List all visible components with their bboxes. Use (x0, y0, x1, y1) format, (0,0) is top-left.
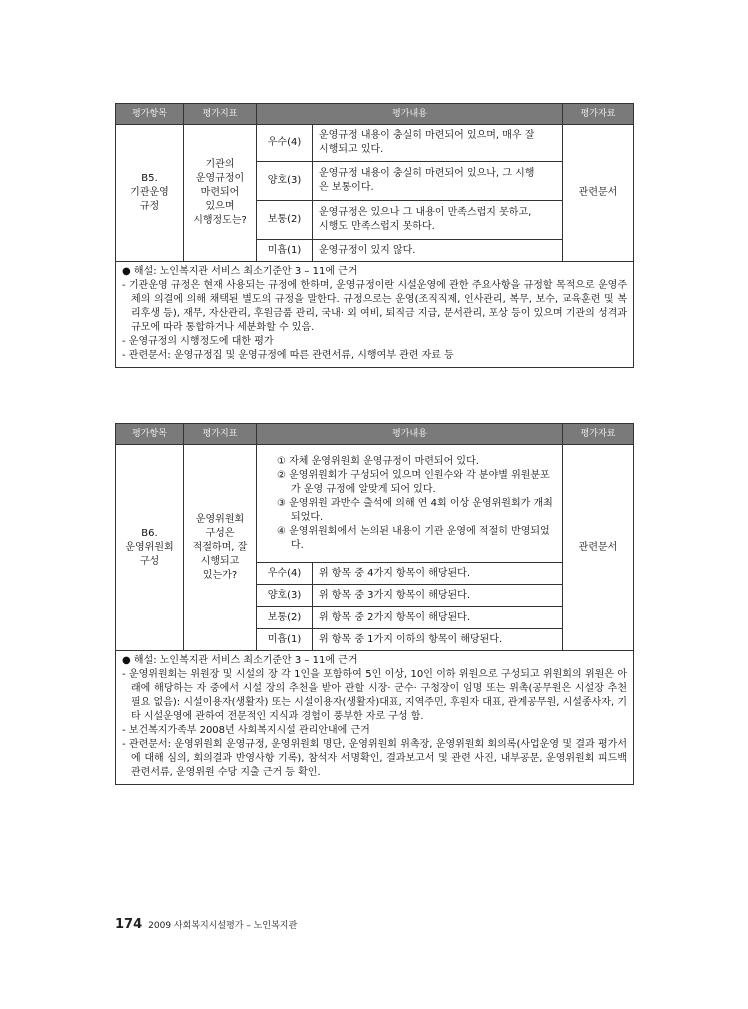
desc-line: 운영규정은 있으나 그 내용이 만족스럽지 못하고, (319, 207, 532, 218)
criterion-item: ④ 운영위원회에서 논의된 내용이 기관 운영에 적절히 반영되었다. (277, 525, 550, 551)
item-code: B6. (141, 527, 158, 539)
grade-description (313, 125, 563, 162)
note-item: - 관련문서: 운영규정집 및 운영규정에 따른 관련서류, 시행여부 관련 자료 등 (122, 350, 454, 361)
desc-line: 운영규정이 있지 않다. (319, 244, 416, 256)
note-item: - 기관운영 규정은 현재 사용되는 규정에 한하며, 운영규정이란 시설운영에 관한 주요사항을 규정할 목적으로 운영주체의 의결에 의해 채택된 별도의 규정을 말한다. 규정으로는 운영(조직직제, 인사관리, 복무, 보수, 교육훈련 및 복리후생 등), 재무, 자산관리, 후원금품 관리, 국내· 외 여비, 퇴직금 지급, 문서관리, 포상 등이 있으며 기관의 성격과 규모에 따라 통합하거나 세분화할 수 있음. (122, 280, 627, 333)
item-cell (116, 125, 184, 262)
grade-description: 위 항목 중 3가지 항목이 해당된다. (313, 585, 563, 607)
header-content: 평가내용 (257, 424, 563, 445)
indicator-cell (184, 445, 257, 651)
material-cell: 관련문서 (563, 125, 634, 262)
item-cell (116, 445, 184, 651)
grade-description (313, 201, 563, 240)
note-item: - 운영규정의 시행정도에 대한 평가 (122, 336, 274, 347)
indicator-cell (184, 125, 257, 262)
header-indicator: 평가지표 (184, 104, 257, 125)
material-cell: 관련문서 (563, 445, 634, 651)
grade-label: 양호(3) (257, 162, 313, 201)
note-item: - 운영위원회는 위원장 및 시설의 장 각 1인을 포함하여 5인 이상, 10인 이하 위원으로 구성되고 위원회의 위원은 아래에 해당하는 자 중에서 시설 장의 추천을 받아 관할 시장· 군수· 구청장이 임명 또는 위촉(공무원은 시설장 추천 필요 없음): 시설이용자(생활자) 또는 시설이용자(생활자)대표, 지역주민, 후원자 대표, 관계공무원, 시설종사자, 기타 시설운영에 관하여 전문적인 지식과 경험이 풍부한 자로 구성 함. (122, 669, 627, 722)
header-item: 평가항목 (116, 104, 184, 125)
item-line: 규정 (139, 201, 160, 212)
page-number: 174 (115, 917, 143, 932)
desc-line: 시행되고 있다. (319, 144, 384, 155)
criterion-item: ② 운영위원회가 구성되어 있으며 인원수와 각 분야별 위원분포가 운영 규정에 알맞게 되어 있다. (277, 469, 550, 495)
desc-line: 운영규정 내용이 충실히 마련되어 있으며, 매우 잘 (319, 130, 535, 141)
item-line: 기관운영 (130, 187, 169, 198)
indicator-line: 구성은 (205, 527, 235, 539)
indicator-line: 있는가? (202, 569, 238, 581)
indicator-line: 시행정도는? (193, 215, 247, 226)
header-item: 평가항목 (116, 424, 184, 445)
note-item: - 보건복지가족부 2008년 사회복지시설 관리안내에 근거 (122, 725, 370, 736)
note-heading: ● 해설: 노인복지관 서비스 최소기준안 3 – 11에 근거 (122, 266, 358, 277)
page-footer (115, 917, 297, 932)
evaluation-table-b5 (115, 103, 634, 368)
desc-line: 시행도 만족스럽지 못하다. (319, 221, 435, 232)
header-material: 평가자료 (563, 104, 634, 125)
grade-label: 미흡(1) (257, 240, 313, 262)
criterion-item: ③ 운영위원 과반수 출석에 의해 연 4회 이상 운영위원회가 개최되었다. (277, 497, 553, 523)
grade-description: 위 항목 중 2가지 항목이 해당된다. (313, 607, 563, 629)
indicator-line: 적절하며, 잘 (192, 541, 248, 553)
indicator-line: 운영위원회 (195, 513, 245, 525)
notes-section (116, 262, 634, 368)
criteria-list (257, 445, 563, 563)
grade-description (313, 162, 563, 201)
header-indicator: 평가지표 (184, 424, 257, 445)
grade-label: 우수(4) (257, 125, 313, 162)
header-material: 평가자료 (563, 424, 634, 445)
evaluation-table-b6 (115, 423, 634, 785)
grade-description: 위 항목 중 4가지 항목이 해당된다. (313, 563, 563, 585)
indicator-line: 마련되어 (200, 187, 240, 198)
indicator-line: 있으며 (205, 201, 235, 212)
grade-label: 미흡(1) (257, 629, 313, 651)
item-line: 구성 (139, 555, 160, 567)
indicator-line: 시행되고 (200, 555, 240, 567)
desc-line: 은 보통이다. (319, 182, 374, 193)
grade-label: 보통(2) (257, 201, 313, 240)
footer-title: 2009 사회복지시설평가 – 노인복지관 (148, 921, 298, 931)
item-code: B5. (141, 173, 158, 184)
item-line: 운영위원회 (125, 541, 174, 553)
indicator-line: 기관의 (205, 159, 235, 170)
criterion-item: ① 자체 운영위원회 운영규정이 마련되어 있다. (277, 455, 479, 467)
grade-description (313, 240, 563, 262)
grade-description: 위 항목 중 1가지 이하의 항목이 해당된다. (313, 629, 563, 651)
header-content: 평가내용 (257, 104, 563, 125)
note-item: - 관련문서: 운영위원회 운영규정, 운영위원회 명단, 운영위원회 위촉장, 운영위원회 회의록(사업운영 및 결과 평가서에 대해 심의, 회의결과 반영사항 기록), 참석자 서명확인, 결과보고서 및 관련 사진, 내부공문, 운영위원회 피드백 관련서류, 운영위원 수당 지출 근거 등 확인. (122, 739, 627, 778)
notes-section (116, 651, 634, 785)
desc-line: 운영규정 내용이 충실히 마련되어 있으나, 그 시행 (319, 168, 535, 179)
indicator-line: 운영규정이 (195, 173, 245, 184)
grade-label: 우수(4) (257, 563, 313, 585)
grade-label: 양호(3) (257, 585, 313, 607)
note-heading: ● 해설: 노인복지관 서비스 최소기준안 3 – 11에 근거 (122, 655, 358, 666)
grade-label: 보통(2) (257, 607, 313, 629)
